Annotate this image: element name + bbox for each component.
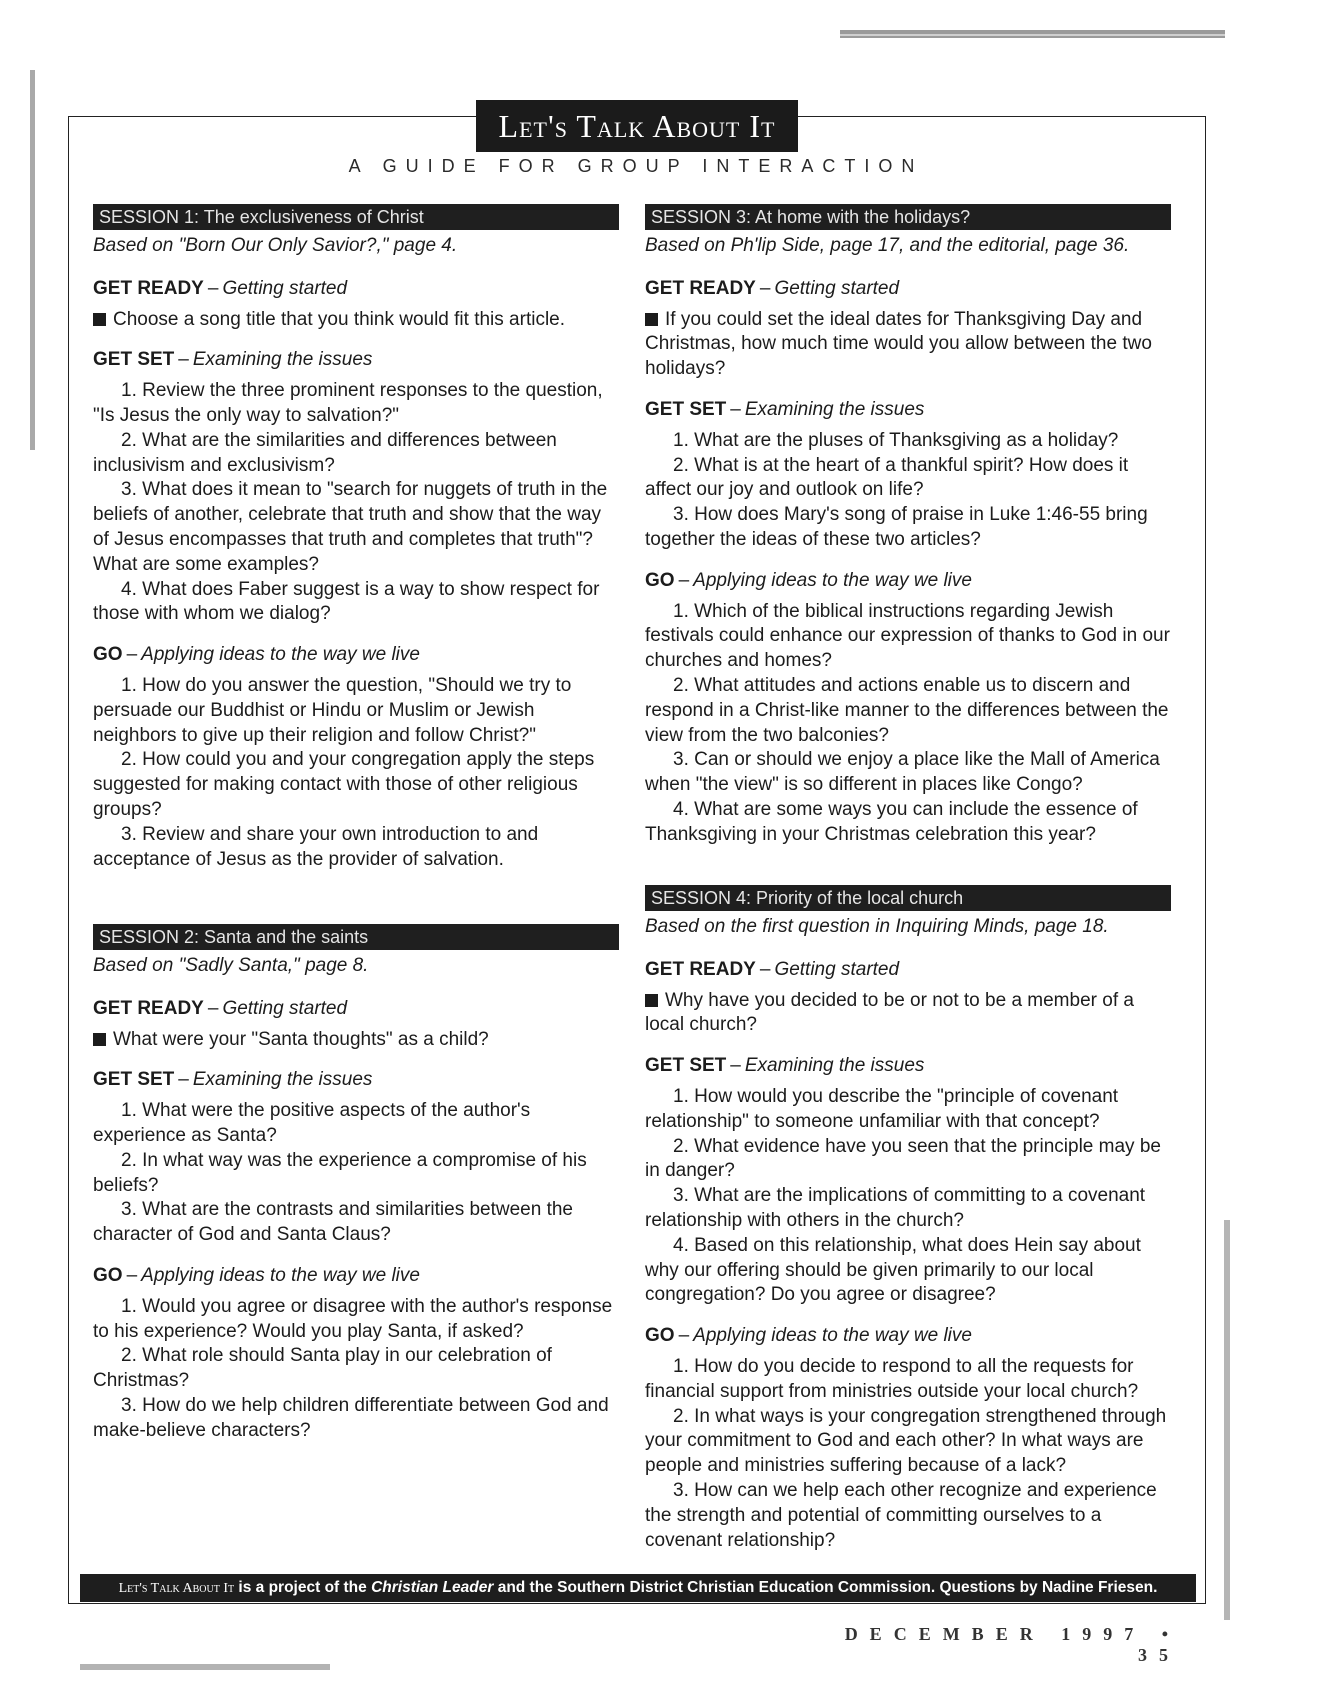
heading-subtitle: Getting started (774, 958, 900, 980)
question-item: 1. Review the three prominent responses to the question, "Is Jesus the only way to salvation?" (93, 380, 603, 426)
credits-brand: Let's Talk About It (118, 1581, 235, 1596)
page-footer: DECEMBER 1997 • 35 (844, 1624, 1180, 1665)
question-item: 2. In what way was the experience a compromise of his beliefs? (93, 1149, 587, 1196)
session-4 (645, 885, 1171, 1553)
question-item: 3. Can or should we enjoy a place like the Mall of America when "the view" is so different in places like Congo? (645, 749, 1160, 796)
question-item: 2. What role should Santa play in our celebration of Christmas? (93, 1345, 552, 1392)
heading-subtitle: Getting started (222, 277, 348, 299)
question-item: 3. What are the contrasts and similarities between the character of God and Santa Claus? (93, 1199, 574, 1246)
session-source: Based on "Born Our Only Savior?," page 4. (93, 235, 458, 256)
session-source: Based on "Sadly Santa," page 8. (93, 955, 369, 976)
question-item: 2. In what ways is your congregation strengthened through your commitment to God and each other? In what ways are people and ministries suffering because of a lack? (645, 1405, 1167, 1477)
heading-subtitle: Examining the issues (192, 349, 373, 371)
get-ready-heading: GET READY – Getting started (645, 277, 900, 299)
credits-bar (80, 1574, 1196, 1602)
get-ready-prompt: If you could set the ideal dates for Thanksgiving Day and Christmas, how much time would you allow between the two holidays? (645, 308, 1171, 382)
session-header: SESSION 1: The exclusiveness of Christ (93, 204, 619, 230)
get-ready-prompt: Why have you decided to be or not to be a member of a local church? (645, 989, 1171, 1039)
page-subtitle: A GUIDE FOR GROUP INTERACTION (348, 156, 924, 176)
session-2 (93, 924, 619, 1444)
go-heading: GO – Applying ideas to the way we live (645, 1325, 972, 1347)
heading-label: GET READY (645, 277, 756, 299)
heading-label: GO (93, 644, 123, 666)
heading-label: GET SET (93, 349, 175, 371)
question-item: 1. What were the positive aspects of the author's experience as Santa? (93, 1100, 531, 1146)
question-item: 3. How can we help each other recognize and experience the strength and potential of committing ourselves to a covenant relationship? (645, 1479, 1157, 1551)
question-item: 4. What are some ways you can include the essence of Thanksgiving in your Christmas celebration this year? (645, 798, 1138, 845)
page-title: Let's Talk About It (476, 100, 798, 152)
heading-label: GO (645, 569, 675, 591)
question-item: 1. Would you agree or disagree with the author's response to his experience? Would you play Santa, if asked? (93, 1295, 613, 1342)
heading-label: GO (93, 1264, 123, 1286)
heading-subtitle: Getting started (774, 277, 900, 299)
heading-label: GET READY (93, 277, 204, 299)
question-item: 3. How do we help children differentiate between God and make-believe characters? (93, 1394, 609, 1441)
go-heading: GO – Applying ideas to the way we live (645, 569, 972, 591)
go-heading: GO – Applying ideas to the way we live (93, 1264, 420, 1286)
question-item: 3. Review and share your own introduction to and acceptance of Jesus as the provider of salvation. (93, 823, 539, 870)
credits-text: is a project of the (234, 1579, 372, 1596)
get-ready-prompt: What were your "Santa thoughts" as a child? (93, 1028, 619, 1053)
question-item: 1. What are the pluses of Thanksgiving as a holiday? (673, 429, 1119, 451)
heading-subtitle: Getting started (222, 997, 348, 1019)
credits-text: and the Southern District Christian Education Commission. Questions by Nadine Friesen. (493, 1579, 1158, 1596)
session-3 (645, 204, 1171, 848)
get-set-heading: GET SET – Examining the issues (645, 1055, 925, 1077)
get-set-heading: GET SET – Examining the issues (93, 349, 373, 371)
question-item: 2. What evidence have you seen that the principle may be in danger? (645, 1135, 1161, 1182)
get-set-heading: GET SET – Examining the issues (645, 398, 925, 420)
heading-label: GET READY (645, 958, 756, 980)
question-item: 1. How would you describe the "principle of covenant relationship" to someone unfamiliar with that concept? (645, 1085, 1119, 1132)
heading-subtitle: Examining the issues (192, 1069, 373, 1091)
heading-subtitle: Examining the issues (744, 1055, 925, 1077)
question-item: 4. What does Faber suggest is a way to show respect for those with whom we dialog? (93, 578, 600, 625)
question-item: 1. Which of the biblical instructions regarding Jewish festivals could enhance our expression of thanks to God in our churches and homes? (645, 600, 1170, 672)
question-item: 2. What is at the heart of a thankful spirit? How does it affect our joy and outlook on life? (645, 454, 1129, 501)
session-header: SESSION 3: At home with the holidays? (645, 204, 1171, 230)
decorative-rule-bottom (80, 1664, 330, 1670)
credits-publication: Christian Leader (371, 1579, 494, 1596)
question-item: 3. How does Mary's song of praise in Luke 1:46-55 bring together the ideas of these two articles? (645, 504, 1148, 550)
session-header: SESSION 2: Santa and the saints (93, 924, 619, 950)
heading-label: GET SET (645, 398, 727, 420)
heading-label: GET READY (93, 997, 204, 1019)
session-source: Based on Ph'lip Side, page 17, and the editorial, page 36. (645, 235, 1130, 256)
heading-label: GO (645, 1325, 675, 1347)
question-item: 1. How do you answer the question, "Should we try to persuade our Buddhist or Hindu or Muslim or Jewish neighbors to give up their religion and follow Christ?" (93, 674, 572, 746)
get-ready-heading: GET READY – Getting started (645, 958, 900, 980)
heading-subtitle: Applying ideas to the way we live (141, 644, 420, 666)
heading-label: GET SET (645, 1055, 727, 1077)
question-item: 1. How do you decide to respond to all the requests for financial support from ministries outside your local church? (645, 1355, 1139, 1402)
heading-subtitle: Examining the issues (744, 398, 925, 420)
session-source: Based on the first question in Inquiring Minds, page 18. (645, 916, 1109, 937)
question-item: 2. How could you and your congregation apply the steps suggested for making contact with those of other religious groups? (93, 749, 595, 820)
scan-edge-left (30, 70, 35, 450)
question-item: 3. What does it mean to "search for nuggets of truth in the beliefs of another, celebrate that truth and show that the way of Jesus encompasses that truth and completes that truth"? What are some examples? (93, 479, 608, 575)
question-item: 3. What are the implications of committing to a covenant relationship with others in the church? (645, 1185, 1146, 1231)
get-set-heading: GET SET – Examining the issues (93, 1069, 373, 1091)
heading-subtitle: Applying ideas to the way we live (141, 1264, 420, 1286)
decorative-rule-top (840, 30, 1225, 38)
session-1 (93, 204, 619, 872)
question-item: 2. What attitudes and actions enable us to discern and respond in a Christ-like manner to the differences between the view from the two balconies? (645, 674, 1169, 746)
question-item: 4. Based on this relationship, what does Hein say about why our offering should be given primarily to our local congregation? Do you agree or disagree? (645, 1234, 1141, 1306)
heading-subtitle: Applying ideas to the way we live (693, 569, 972, 591)
scan-edge-right (1224, 1220, 1230, 1620)
get-ready-prompt: Choose a song title that you think would fit this article. (93, 308, 619, 333)
get-ready-heading: GET READY – Getting started (93, 277, 348, 299)
heading-label: GET SET (93, 1069, 175, 1091)
heading-subtitle: Applying ideas to the way we live (693, 1325, 972, 1347)
question-item: 2. What are the similarities and differences between inclusivism and exclusivism? (93, 429, 557, 476)
session-header: SESSION 4: Priority of the local church (645, 885, 1171, 911)
go-heading: GO – Applying ideas to the way we live (93, 644, 420, 666)
get-ready-heading: GET READY – Getting started (93, 997, 348, 1019)
